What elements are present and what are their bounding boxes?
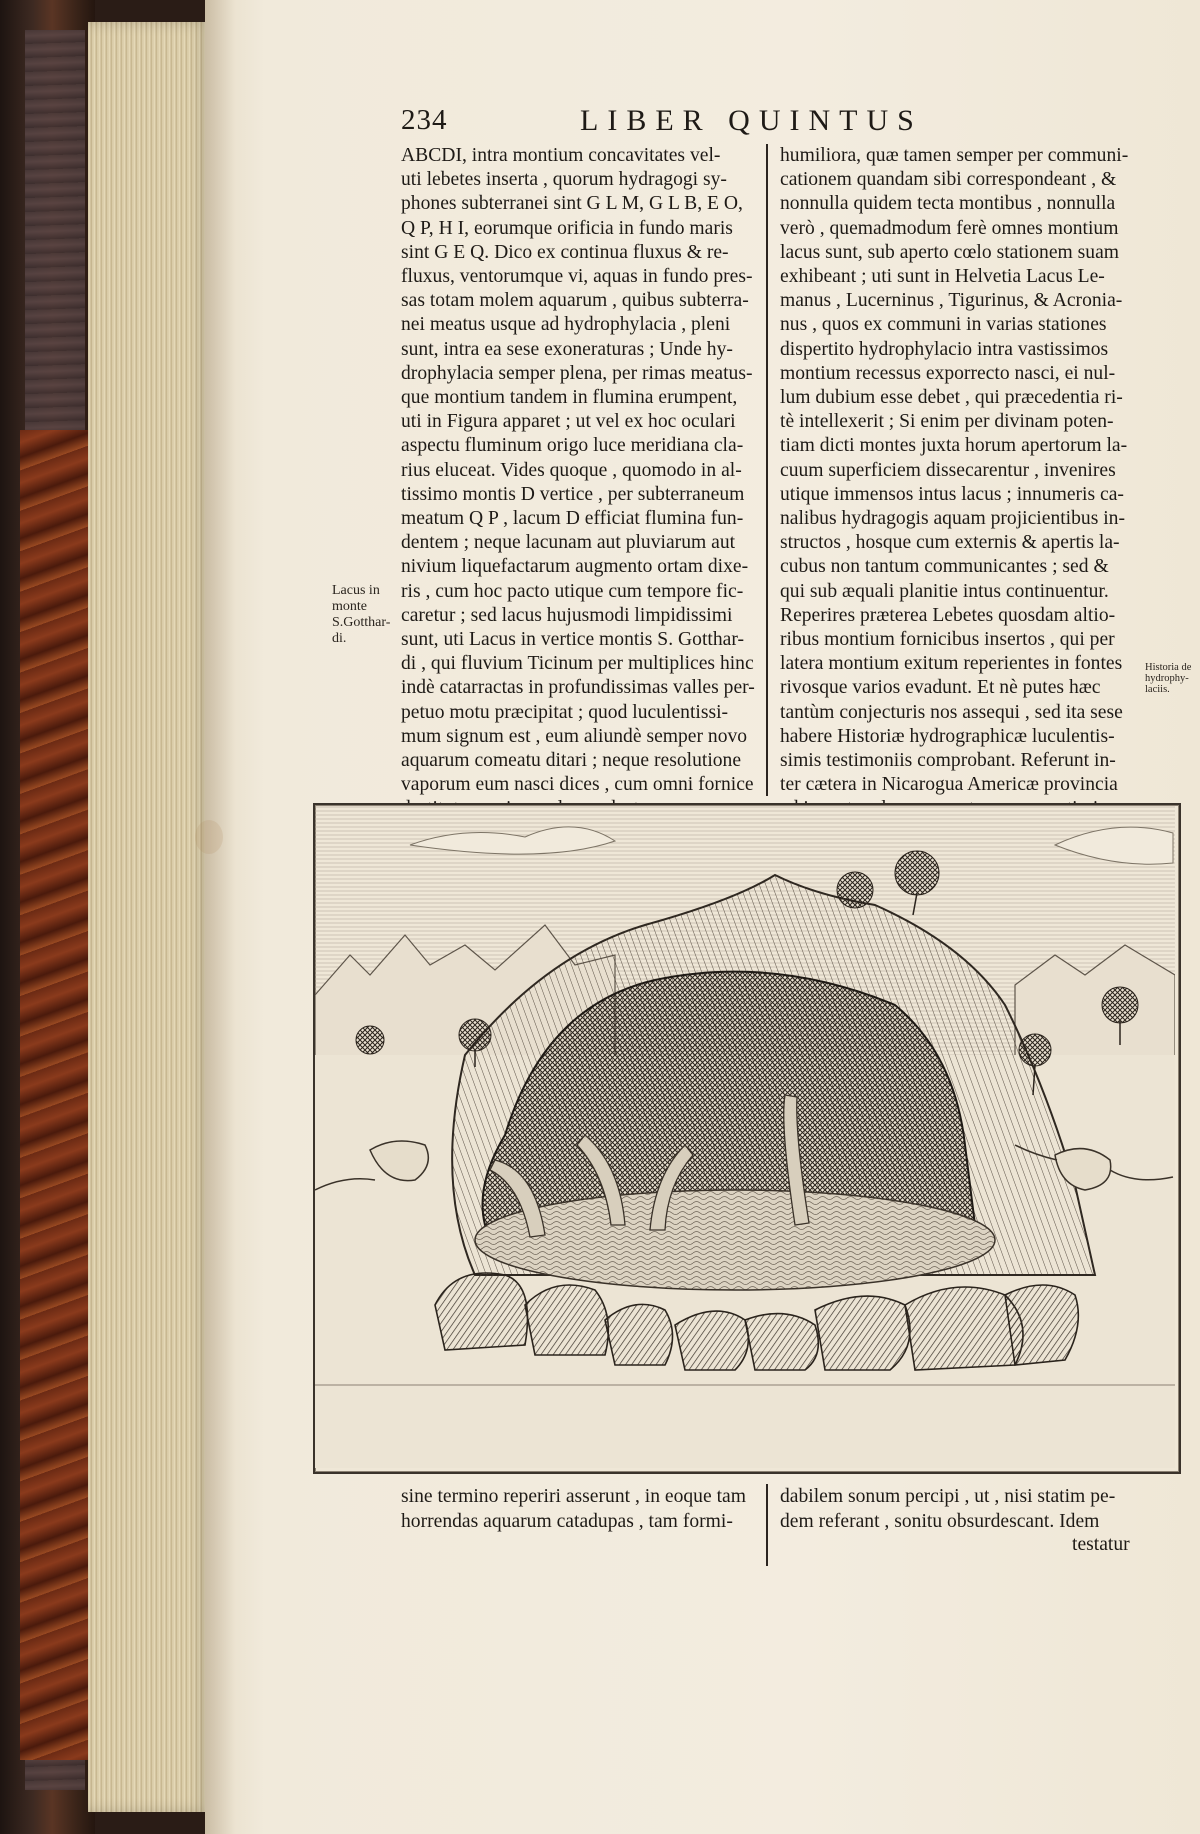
text-line: nus , quos ex communi in varias stationes <box>780 314 1107 336</box>
text-line: horrendas aquarum catadupas , tam formi- <box>401 1511 733 1532</box>
text-line: sunt, uti Lacus in vertice montis S. Gotthar- <box>401 629 744 651</box>
text-line: ter cætera in Nicarogua Americæ provincia <box>780 774 1118 796</box>
text-line: que montium tandem in flumina erumpent, <box>401 387 738 409</box>
marbled-endpaper <box>20 430 90 1760</box>
lake-ripples <box>475 1190 995 1290</box>
text-line: tissimo montis D vertice , per subterraneum <box>401 483 745 505</box>
text-line: drophylacia semper plena, per rimas meatus- <box>401 362 753 384</box>
text-line: nalibus hydragogis aquam projicientibus in- <box>780 508 1126 530</box>
column-rule-top <box>766 144 768 796</box>
text-line: cuum superficiem dissecarentur , invenires <box>780 459 1116 481</box>
right-text-column <box>780 144 1148 870</box>
text-line: ris , cum hoc pacto utique cum tempore fic- <box>401 580 744 602</box>
running-head <box>205 104 1200 144</box>
text-line: sunt, intra ea sese exoneraturas ; Unde hy- <box>401 338 733 360</box>
text-line: Reperires præterea Lebetes quosdam altio- <box>780 604 1116 626</box>
text-line: latera montium exitum reperientes in fontes <box>780 653 1123 675</box>
text-line: Q P, H I, eorumque orificia in fundo maris <box>401 217 733 239</box>
cavern-lake-engraving <box>315 805 1175 1468</box>
margin-note-left <box>332 583 400 647</box>
text-line: verò , quemadmodum ferè omnes montium <box>780 217 1119 239</box>
text-line: phones subterranei sint G L M, G L B, E O, <box>401 193 743 215</box>
text-line: caretur ; sed lacus hujusmodi limpidissimi <box>401 604 733 626</box>
text-line: tiam dicti montes juxta horum apertorum la- <box>780 435 1128 457</box>
text-line: habere Historiæ hydrographicæ luculentis- <box>780 725 1115 747</box>
text-line: dentem ; neque lacunam aut pluviarum aut <box>401 532 736 554</box>
text-line: cationem quandam sibi correspondeant , & <box>780 169 1117 191</box>
text-line: sint G E Q. Dico ex continua fluxus & re- <box>401 241 729 263</box>
text-line: aspectu fluminum origo luce meridiana cla- <box>401 435 744 457</box>
book-page <box>205 0 1200 1834</box>
book-binding <box>0 0 95 1834</box>
text-line: indè catarractas in profundissimas valles per- <box>401 677 755 699</box>
text-line: utique immensos intus lacus ; innumeris ca- <box>780 483 1124 505</box>
left-text-column <box>401 144 771 870</box>
text-line: simis testimoniis comprobant. Referunt in- <box>780 750 1116 772</box>
bottom-right-text <box>780 1484 1148 1534</box>
text-line: rius eluceat. Vides quoque , quomodo in al- <box>401 459 742 481</box>
text-line: humiliora, quæ tamen semper per communi- <box>780 145 1129 166</box>
text-line: uti in Figura apparet ; ut vel ex hoc oculari <box>401 411 736 433</box>
page-number: 234 <box>401 104 448 136</box>
gutter-shadow <box>205 0 235 1834</box>
text-line: meatum Q P , lacum D efficiat flumina fun- <box>401 508 744 530</box>
text-line: aquarum comeatu ditari ; neque resolutione <box>401 750 742 772</box>
text-line: mum signum est , eum aliundè semper novo <box>401 725 748 747</box>
margin-note-right <box>1145 662 1195 695</box>
running-title: LIBER QUINTUS <box>580 104 923 137</box>
text-line: hydrophy- <box>1145 673 1189 684</box>
text-line: vaporum eum nasci dices , cum omni fornice <box>401 774 754 796</box>
text-line: dem referant , sonitu obsurdescant. Idem <box>780 1511 1100 1532</box>
catchword: testatur <box>1072 1534 1130 1555</box>
text-line: S.Gotthar- <box>332 615 391 630</box>
text-line: Historia de <box>1145 662 1192 673</box>
text-line: di. <box>332 631 347 646</box>
text-line: uti lebetes inserta , quorum hydragogi sy- <box>401 169 727 191</box>
text-line: Lacus in <box>332 583 380 598</box>
text-line: di , qui fluvium Ticinum per multiplices hinc <box>401 653 754 675</box>
text-line: exhibeant ; uti sunt in Helvetia Lacus Le- <box>780 266 1105 288</box>
text-line: nei meatus usque ad hydrophylacia , pleni <box>401 314 731 336</box>
text-line: lacus sunt, sub aperto cœlo stationem suam <box>780 241 1120 263</box>
text-line: rivosque varios evadunt. Et nè putes hæc <box>780 677 1101 699</box>
text-line: laciis. <box>1145 684 1170 695</box>
text-line: tè intellexerit ; Si enim per divinam poten- <box>780 411 1114 433</box>
text-line: cubus non tantum communicantes ; sed & <box>780 556 1109 578</box>
text-line: ribus montium fornicibus insertos , qui per <box>780 629 1115 651</box>
text-line: dispertito hydrophylacio intra vastissimos <box>780 338 1109 360</box>
bottom-left-text <box>401 1484 771 1534</box>
text-line: fluxus, ventorumque vi, aquas in fundo pres- <box>401 266 753 288</box>
paper-stain <box>195 820 223 854</box>
text-line: dabilem sonum percipi , ut , nisi statim pe- <box>780 1486 1116 1507</box>
column-rule-bottom <box>766 1484 768 1566</box>
text-line: nonnulla quidem tecta montibus , nonnulla <box>780 193 1116 215</box>
text-line: manus , Lucerninus , Tigurinus, & Acronia- <box>780 290 1123 312</box>
text-line: nivium liquefactarum augmento ortam dixe- <box>401 556 749 578</box>
page-edges <box>88 22 210 1812</box>
text-line: tantùm conjecturis nos assequi , sed ita sese <box>780 701 1123 723</box>
text-line: sas totam molem aquarum , quibus subterra- <box>401 290 749 312</box>
text-line: lum dubium esse debet , qui præcedentia ri- <box>780 387 1123 409</box>
text-line: structos , hosque cum externis & apertis la- <box>780 532 1120 554</box>
text-line: sine termino reperiri asserunt , in eoque tam <box>401 1486 746 1507</box>
text-line: qui sub æquali planitie intus continuentur. <box>780 580 1109 602</box>
text-line: ABCDI, intra montium concavitates vel- <box>401 145 721 166</box>
text-line: monte <box>332 599 367 614</box>
text-line: montium recessus exporrecto nasci, ei nul- <box>780 362 1116 384</box>
engraving-figure <box>313 803 1181 1474</box>
text-line: petuo motu præcipitat ; quod luculentissi- <box>401 701 729 723</box>
